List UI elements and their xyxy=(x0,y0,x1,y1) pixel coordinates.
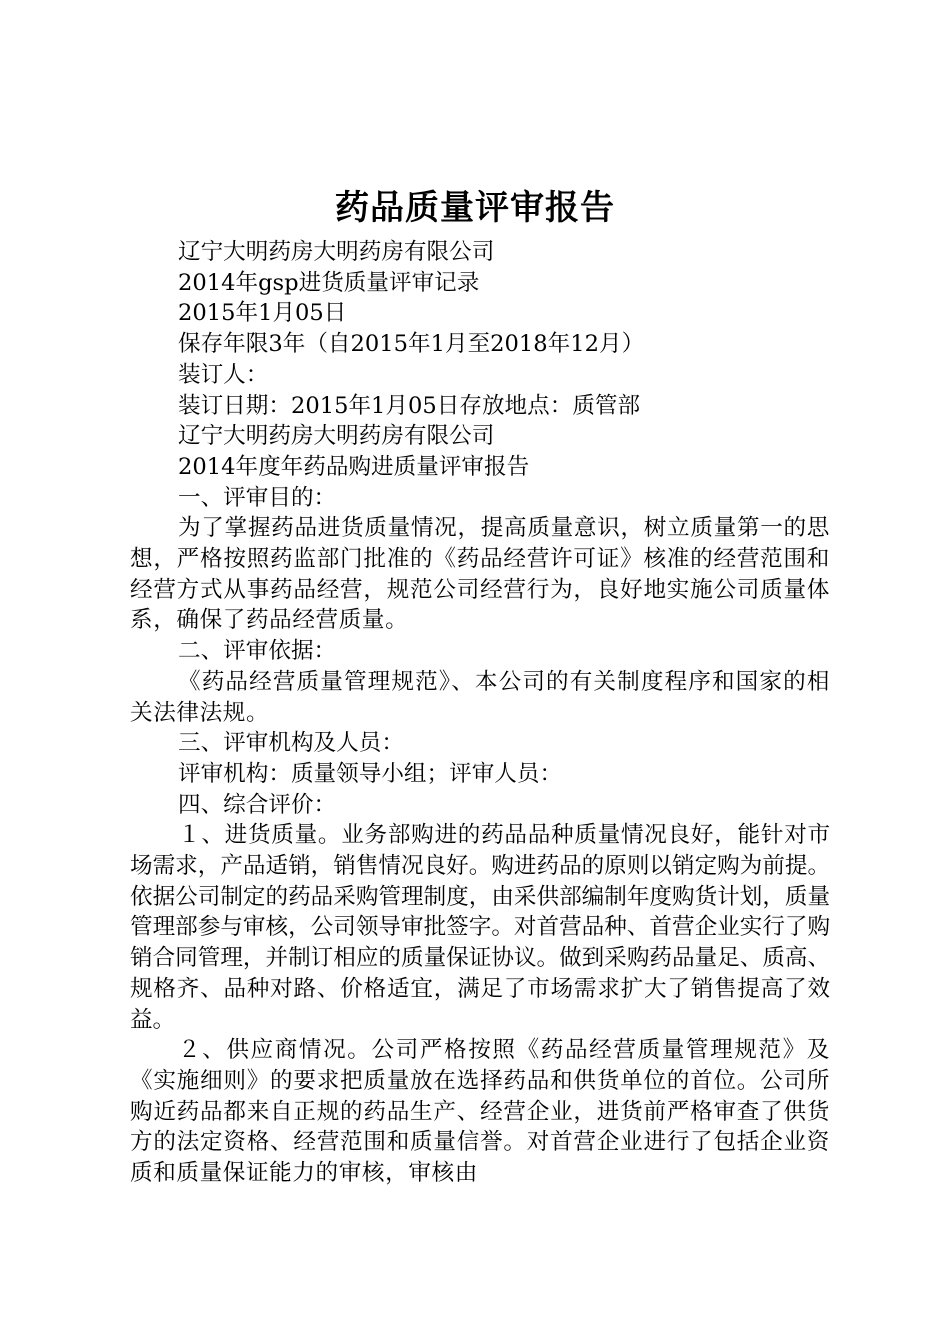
document-title: 药品质量评审报告 xyxy=(335,188,615,228)
company-name-line: 辽宁大明药房大明药房有限公司 xyxy=(178,239,495,265)
company-name-line-2: 辽宁大明药房大明药房有限公司 xyxy=(178,423,495,450)
section-heading-purpose: 一、评审目的： xyxy=(178,484,337,511)
retention-period-line: 保存年限3年（自2015年1月至2018年12月） xyxy=(178,331,645,358)
record-title-line: 2014年gsp进货质量评审记录 xyxy=(178,269,480,296)
record-date-line: 2015年1月05日 xyxy=(178,300,347,327)
evaluation-item-supplier: ２、供应商情况。公司严格按照《药品经营质量管理规范》及《实施细则》的要求把质量放在选择药品和供货单位的首位。公司所购近药品都来自正规的药品生产、经营企业，进货前严格审查了供货方的法定资格、经营范围和质量信誉。对首营企业进行了包括企业资质和质量保证能力的审核，审核由 xyxy=(130,1037,830,1187)
report-title-line: 2014年度年药品购进质量评审报告 xyxy=(178,453,530,480)
binder-line: 装订人： xyxy=(178,361,269,388)
binding-date-line: 装订日期：2015年1月05日存放地点：质管部 xyxy=(178,392,641,419)
section-text-basis: 《药品经营质量管理规范》、本公司的有关制度程序和国家的相关法律法规。 xyxy=(130,668,830,726)
section-heading-evaluation: 四、综合评价： xyxy=(178,791,337,818)
section-heading-basis: 二、评审依据： xyxy=(178,638,337,665)
section-heading-organization: 三、评审机构及人员： xyxy=(178,730,404,757)
document-body xyxy=(130,237,830,1189)
section-text-purpose: 为了掌握药品进货质量情况，提高质量意识，树立质量第一的思想，严格按照药监部门批准的《药品经营许可证》核准的经营范围和经营方式从事药品经营，规范公司经营行为，良好地实施公司质量体系，确保了药品经营质量。 xyxy=(130,515,830,634)
section-text-organization: 评审机构：质量领导小组；评审人员： xyxy=(178,760,563,787)
evaluation-item-purchase-quality: １、进货质量。业务部购进的药品品种质量情况良好，能针对市场需求，产品适销，销售情况良好。购进药品的原则以销定购为前提。依据公司制定的药品采购管理制度，由采供部编制年度购货计划，质量管理部参与审核，公司领导审批签字。对首营品种、首营企业实行了购销合同管理，并制订相应的质量保证协议。做到采购药品量足、质高、规格齐、品种对路、价格适宜，满足了市场需求扩大了销售提高了效益。 xyxy=(130,822,830,1033)
